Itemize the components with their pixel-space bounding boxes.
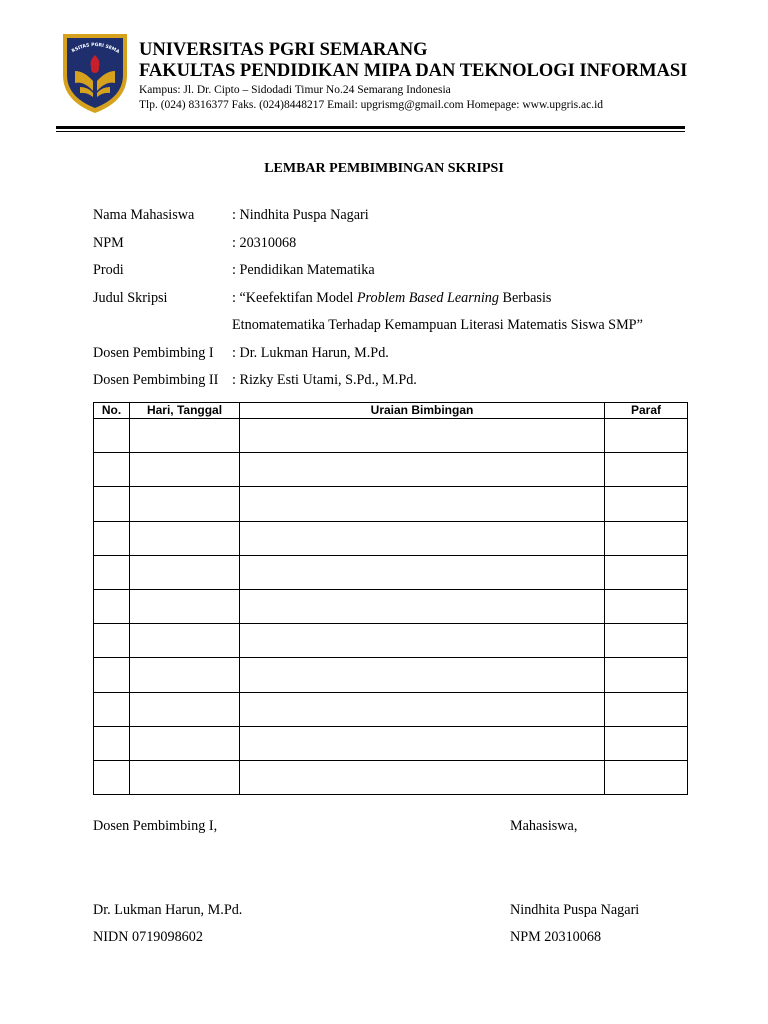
field-label: Nama Mahasiswa — [93, 207, 195, 223]
field-label: Dosen Pembimbing I — [93, 344, 214, 361]
cell-signature — [605, 658, 688, 692]
cell-description — [240, 589, 605, 623]
signature-left-id: NIDN 0719098602 — [93, 929, 203, 945]
field-value-dosen2: : Rizky Esti Utami, S.Pd., M.Pd. — [232, 372, 417, 388]
logo-text: RSITAS PGRI SEMA — [71, 42, 120, 55]
cell-no — [94, 760, 130, 794]
contact-info: Tlp. (024) 8316377 Faks. (024)8448217 Email: upgrismg@gmail.com Homepage: www.upgris.ac.id — [139, 99, 604, 111]
cell-date — [130, 760, 240, 794]
judul-italic: Problem Based Learning — [356, 289, 499, 306]
cell-date — [130, 624, 240, 658]
letterhead — [139, 40, 687, 112]
column-header-date: Hari, Tanggal — [130, 403, 240, 419]
cell-no — [94, 726, 130, 760]
campus-address: Kampus: Jl. Dr. Cipto – Sidodadi Timur No.24 Semarang Indonesia — [139, 84, 451, 96]
table-row — [94, 692, 688, 726]
table-row — [94, 589, 688, 623]
cell-no — [94, 624, 130, 658]
cell-no — [94, 419, 130, 453]
signature-left-role: Dosen Pembimbing I, — [93, 818, 218, 834]
cell-signature — [605, 726, 688, 760]
cell-signature — [605, 555, 688, 589]
cell-date — [130, 658, 240, 692]
judul-prefix: : “Keefektifan Model — [232, 289, 357, 306]
cell-signature — [605, 453, 688, 487]
column-header-signature: Paraf — [605, 403, 688, 419]
faculty-name: FAKULTAS PENDIDIKAN MIPA DAN TEKNOLOGI INFORMASI — [139, 61, 688, 81]
table-row — [94, 760, 688, 794]
field-value-nama: : Nindhita Puspa Nagari — [232, 207, 369, 223]
cell-signature — [605, 760, 688, 794]
field-label: NPM — [93, 234, 124, 251]
field-value-judul-line2: Etnomatematika Terhadap Kemampuan Literasi Matematis Siswa SMP” — [232, 317, 643, 333]
cell-date — [130, 692, 240, 726]
document-title: LEMBAR PEMBIMBINGAN SKRIPSI — [264, 161, 504, 176]
field-value-npm: : 20310068 — [232, 234, 297, 251]
cell-no — [94, 487, 130, 521]
cell-description — [240, 521, 605, 555]
table-row — [94, 726, 688, 760]
column-header-no: No. — [94, 403, 130, 419]
table-row — [94, 419, 688, 453]
cell-date — [130, 453, 240, 487]
guidance-log-table — [93, 402, 688, 795]
cell-date — [130, 521, 240, 555]
field-value-prodi: : Pendidikan Matematika — [232, 262, 375, 278]
table-row — [94, 624, 688, 658]
table-row — [94, 658, 688, 692]
cell-description — [240, 453, 605, 487]
signature-right-role: Mahasiswa, — [510, 818, 578, 834]
cell-no — [94, 692, 130, 726]
table-body — [94, 419, 688, 795]
column-header-description: Uraian Bimbingan — [240, 403, 605, 419]
letterhead-divider-thick — [56, 126, 685, 129]
field-value-dosen1: : Dr. Lukman Harun, M.Pd. — [232, 344, 389, 361]
shield-emblem-icon — [60, 31, 130, 115]
cell-description — [240, 658, 605, 692]
table-row — [94, 555, 688, 589]
cell-signature — [605, 521, 688, 555]
cell-no — [94, 589, 130, 623]
field-value-judul — [232, 288, 551, 308]
cell-no — [94, 453, 130, 487]
signature-left-name: Dr. Lukman Harun, M.Pd. — [93, 902, 243, 918]
cell-date — [130, 419, 240, 453]
cell-description — [240, 760, 605, 794]
cell-signature — [605, 624, 688, 658]
table-row — [94, 487, 688, 521]
cell-signature — [605, 487, 688, 521]
cell-date — [130, 487, 240, 521]
university-name: UNIVERSITAS PGRI SEMARANG — [139, 40, 428, 60]
cell-no — [94, 555, 130, 589]
cell-signature — [605, 419, 688, 453]
letterhead-divider-thin — [56, 131, 685, 132]
table-header-row — [94, 403, 688, 419]
cell-description — [240, 726, 605, 760]
university-logo — [60, 31, 130, 115]
table-row — [94, 453, 688, 487]
cell-date — [130, 555, 240, 589]
cell-date — [130, 726, 240, 760]
field-label: Prodi — [93, 262, 124, 278]
cell-description — [240, 624, 605, 658]
cell-no — [94, 521, 130, 555]
judul-suffix: Berbasis — [499, 289, 552, 306]
field-label: Judul Skripsi — [93, 289, 168, 306]
signature-right-name: Nindhita Puspa Nagari — [510, 902, 640, 918]
table-row — [94, 521, 688, 555]
field-label: Dosen Pembimbing II — [93, 372, 219, 388]
cell-description — [240, 419, 605, 453]
cell-description — [240, 555, 605, 589]
cell-signature — [605, 692, 688, 726]
cell-description — [240, 487, 605, 521]
cell-date — [130, 589, 240, 623]
cell-no — [94, 658, 130, 692]
signature-right-id: NPM 20310068 — [510, 929, 602, 945]
cell-signature — [605, 589, 688, 623]
cell-description — [240, 692, 605, 726]
